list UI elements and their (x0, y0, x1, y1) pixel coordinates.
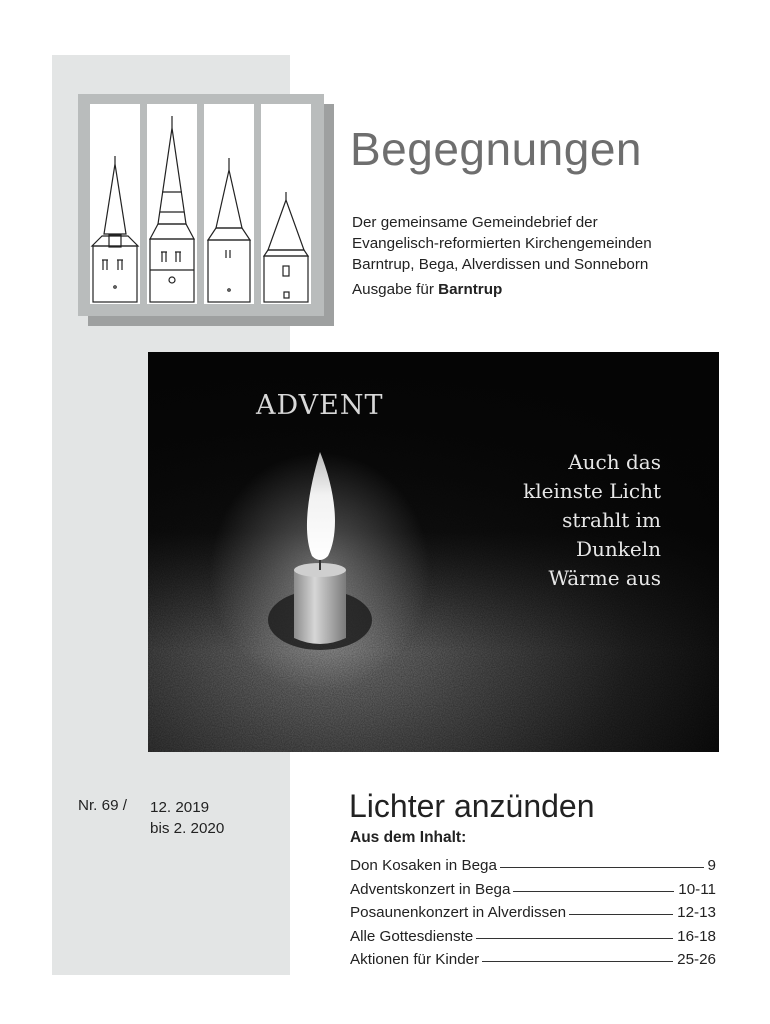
quote-line: strahlt im (562, 508, 661, 532)
toc-item-title: Posaunenkonzert in Alverdissen (350, 904, 567, 921)
toc-item (350, 857, 716, 881)
advent-cover-image (148, 352, 719, 752)
toc-leader (569, 914, 673, 915)
church-towers-logo (78, 94, 324, 316)
toc-item (350, 928, 716, 952)
contents-heading: Aus dem Inhalt: (350, 829, 467, 846)
quote-line: Auch das (568, 450, 661, 474)
toc-leader (500, 867, 704, 868)
toc-item-page: 25-26 (677, 951, 716, 968)
toc-item-title: Don Kosaken in Bega (350, 857, 497, 874)
toc-item-title: Adventskonzert in Bega (350, 880, 511, 898)
toc-item-page: 16-18 (677, 927, 716, 945)
newsletter-title: Begegnungen (350, 123, 643, 175)
toc-leader (513, 891, 674, 892)
toc-item-page: 12-13 (677, 904, 716, 921)
toc-item-title: Aktionen für Kinder (350, 951, 480, 968)
edition-line (352, 281, 502, 298)
newsletter-subtitle (352, 212, 752, 275)
toc-leader (482, 961, 673, 962)
advent-quote (523, 448, 661, 593)
quote-line: Dunkeln (575, 537, 661, 561)
toc-item (350, 951, 716, 975)
church-towers-icon (78, 94, 324, 316)
table-of-contents (350, 857, 716, 975)
edition-place: Barntrup (438, 281, 503, 298)
quote-line: kleinste Licht (523, 479, 661, 503)
advent-heading: ADVENT (256, 390, 384, 421)
feature-title: Lichter anzünden (349, 788, 595, 824)
edition-prefix: Ausgabe für (352, 281, 434, 298)
toc-item-page: 9 (707, 857, 716, 874)
issue-date (150, 797, 224, 839)
subtitle-line: Evangelisch-reformierten Kirchengemeinden (352, 235, 652, 252)
toc-item (350, 881, 716, 905)
issue-date-to: bis 2. 2020 (150, 820, 225, 837)
toc-item-title: Alle Gottesdienste (350, 927, 474, 945)
subtitle-line: Barntrup, Bega, Alverdissen und Sonneborn (352, 256, 649, 273)
issue-date-from: 12. 2019 (150, 799, 210, 816)
toc-item (350, 904, 716, 928)
subtitle-line: Der gemeinsame Gemeindebrief der (352, 214, 598, 231)
toc-item-page: 10-11 (678, 880, 716, 898)
quote-line: Wärme aus (548, 566, 661, 590)
issue-number: Nr. 69 / (78, 797, 127, 814)
toc-leader (476, 938, 673, 939)
